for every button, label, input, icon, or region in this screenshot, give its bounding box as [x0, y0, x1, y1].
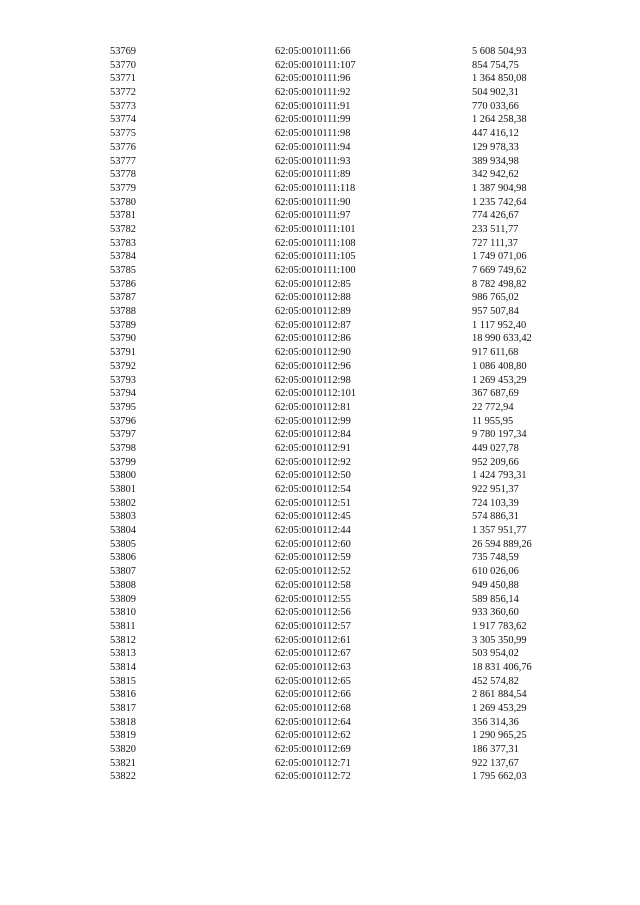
cadastral-number: 62:05:0010111:105: [275, 251, 356, 263]
cadastral-number: 62:05:0010111:101: [275, 223, 356, 235]
cadastral-value: 18 831 406,76: [472, 661, 532, 673]
cadastral-number: 62:05:0010111:100: [275, 265, 356, 276]
row-number: 53797: [110, 429, 136, 441]
row-number: 53798: [110, 442, 136, 454]
cadastral-value: 1 749 071,06: [472, 251, 527, 263]
row-number: 53801: [110, 484, 136, 495]
row-number: 53786: [110, 278, 136, 290]
table-row: [110, 168, 570, 182]
table-row: [110, 551, 570, 565]
cadastral-value: 922 951,37: [472, 484, 519, 495]
cadastral-number: 62:05:0010112:63: [275, 661, 351, 673]
cadastral-value: 1 357 951,77: [472, 525, 527, 537]
table-row: [110, 702, 570, 716]
row-number: 53808: [110, 579, 136, 591]
cadastral-number: 62:05:0010112:67: [275, 648, 351, 660]
cadastral-number: 62:05:0010112:98: [275, 374, 351, 386]
cadastral-value: 610 026,06: [472, 566, 519, 578]
table-row: [110, 524, 570, 538]
cadastral-number: 62:05:0010112:90: [275, 347, 351, 359]
cadastral-number: 62:05:0010112:56: [275, 607, 351, 619]
cadastral-value: 933 360,60: [472, 607, 519, 619]
cadastral-number: 62:05:0010112:66: [275, 689, 351, 701]
cadastral-value: 389 934,98: [472, 155, 519, 167]
cadastral-value: 1 290 965,25: [472, 730, 527, 742]
table-row: [110, 278, 570, 292]
cadastral-value: 574 886,31: [472, 511, 519, 523]
table-row: [110, 415, 570, 429]
row-number: 53780: [110, 196, 136, 208]
row-number: 53800: [110, 470, 136, 482]
cadastral-value: 949 450,88: [472, 579, 519, 591]
table-row: [110, 182, 570, 196]
row-number: 53809: [110, 593, 136, 605]
row-number: 53773: [110, 100, 136, 112]
cadastral-number: 62:05:0010112:51: [275, 497, 351, 509]
cadastral-number: 62:05:0010112:61: [275, 634, 351, 646]
row-number: 53818: [110, 716, 136, 728]
row-number: 53790: [110, 333, 136, 345]
cadastral-number: 62:05:0010112:87: [275, 319, 351, 331]
cadastral-value: 447 416,12: [472, 128, 519, 140]
table-row: [110, 100, 570, 114]
row-number: 53805: [110, 538, 136, 550]
row-number: 53781: [110, 210, 136, 222]
cadastral-value: 1 424 793,31: [472, 470, 527, 482]
cadastral-number: 62:05:0010111:108: [275, 237, 356, 249]
table-row: [110, 565, 570, 579]
cadastral-value: 952 209,66: [472, 456, 519, 468]
table-row: [110, 428, 570, 442]
table-row: [110, 196, 570, 210]
table-row: [110, 264, 570, 278]
table-row: [110, 72, 570, 86]
row-number: 53777: [110, 155, 136, 167]
table-row: [110, 155, 570, 169]
cadastral-number: 62:05:0010112:58: [275, 579, 351, 591]
table-row: [110, 59, 570, 73]
table-row: [110, 374, 570, 388]
cadastral-value: 986 765,02: [472, 292, 519, 304]
cadastral-value: 724 103,39: [472, 497, 519, 509]
table-row: [110, 332, 570, 346]
table-row: [110, 442, 570, 456]
cadastral-number: 62:05:0010111:118: [275, 182, 356, 194]
cadastral-value: 1 364 850,08: [472, 73, 527, 85]
row-number: 53769: [110, 46, 136, 57]
cadastral-number: 62:05:0010112:52: [275, 566, 351, 578]
cadastral-number: 62:05:0010111:99: [275, 114, 351, 126]
row-number: 53814: [110, 661, 136, 673]
table-row: [110, 620, 570, 634]
table-row: [110, 456, 570, 470]
row-number: 53775: [110, 128, 136, 140]
row-number: 53771: [110, 73, 136, 85]
cadastral-value: 9 780 197,34: [472, 429, 527, 441]
row-number: 53815: [110, 675, 136, 687]
cadastral-number: 62:05:0010112:84: [275, 429, 351, 441]
cadastral-number: 62:05:0010111:90: [275, 196, 351, 208]
table-row: [110, 250, 570, 264]
row-number: 53770: [110, 59, 136, 71]
cadastral-number: 62:05:0010112:72: [275, 771, 351, 783]
cadastral-value: 1 235 742,64: [472, 196, 527, 208]
row-number: 53819: [110, 730, 136, 742]
cadastral-number: 62:05:0010112:68: [275, 703, 351, 714]
table-row: [110, 497, 570, 511]
cadastral-number: 62:05:0010112:71: [275, 757, 351, 769]
cadastral-number: 62:05:0010112:65: [275, 675, 351, 687]
row-number: 53806: [110, 552, 136, 564]
cadastral-value: 774 426,67: [472, 210, 519, 222]
row-number: 53810: [110, 607, 136, 619]
row-number: 53813: [110, 648, 136, 660]
cadastral-number: 62:05:0010112:54: [275, 484, 351, 495]
row-number: 53785: [110, 265, 136, 276]
row-number: 53774: [110, 114, 136, 126]
row-number: 53794: [110, 388, 136, 400]
row-number: 53787: [110, 292, 136, 304]
table-row: [110, 510, 570, 524]
row-number: 53821: [110, 757, 136, 769]
table-row: [110, 45, 570, 59]
cadastral-value: 18 990 633,42: [472, 333, 532, 345]
cadastral-value: 367 687,69: [472, 388, 519, 400]
cadastral-value: 1 117 952,40: [472, 319, 527, 331]
table-row: [110, 483, 570, 497]
cadastral-number: 62:05:0010111:89: [275, 169, 351, 181]
row-number: 53772: [110, 87, 136, 99]
table-row: [110, 209, 570, 223]
cadastral-number: 62:05:0010112:88: [275, 292, 351, 304]
cadastral-number: 62:05:0010112:50: [275, 470, 351, 482]
row-number: 53784: [110, 251, 136, 263]
cadastral-number: 62:05:0010111:107: [275, 59, 356, 71]
table-row: [110, 223, 570, 237]
cadastral-value: 11 955,95: [472, 415, 514, 427]
cadastral-value: 8 782 498,82: [472, 278, 527, 290]
table-row: [110, 579, 570, 593]
cadastral-value: 2 861 884,54: [472, 689, 527, 701]
cadastral-number: 62:05:0010112:55: [275, 593, 351, 605]
table-row: [110, 743, 570, 757]
cadastral-number: 62:05:0010111:93: [275, 155, 351, 167]
cadastral-value: 186 377,31: [472, 744, 519, 756]
table-row: [110, 346, 570, 360]
table-row: [110, 237, 570, 251]
cadastral-value: 1 387 904,98: [472, 182, 527, 194]
table-row: [110, 716, 570, 730]
row-number: 53812: [110, 634, 136, 646]
cadastral-value: 452 574,82: [472, 675, 519, 687]
table-row: [110, 387, 570, 401]
cadastral-value: 5 608 504,93: [472, 46, 527, 57]
row-number: 53799: [110, 456, 136, 468]
cadastral-number: 62:05:0010112:45: [275, 511, 351, 523]
cadastral-number: 62:05:0010112:81: [275, 401, 351, 413]
cadastral-number: 62:05:0010111:66: [275, 46, 351, 57]
cadastral-value: 3 305 350,99: [472, 634, 527, 646]
table-row: [110, 401, 570, 415]
cadastral-number: 62:05:0010112:92: [275, 456, 351, 468]
row-number: 53807: [110, 566, 136, 578]
cadastral-value: 854 754,75: [472, 59, 519, 71]
cadastral-number: 62:05:0010112:85: [275, 278, 351, 290]
cadastral-value: 727 111,37: [472, 237, 518, 249]
cadastral-number: 62:05:0010112:69: [275, 744, 351, 756]
cadastral-value: 233 511,77: [472, 223, 519, 235]
cadastral-value: 26 594 889,26: [472, 538, 532, 550]
cadastral-number: 62:05:0010112:44: [275, 525, 351, 537]
cadastral-value: 1 795 662,03: [472, 771, 527, 783]
table-row: [110, 729, 570, 743]
row-number: 53776: [110, 141, 136, 153]
cadastral-value: 922 137,67: [472, 757, 519, 769]
cadastral-value-table: [110, 45, 570, 784]
cadastral-number: 62:05:0010112:64: [275, 716, 351, 728]
cadastral-value: 770 033,66: [472, 100, 519, 112]
table-row: [110, 688, 570, 702]
row-number: 53796: [110, 415, 136, 427]
cadastral-number: 62:05:0010112:57: [275, 620, 351, 632]
cadastral-number: 62:05:0010112:59: [275, 552, 351, 564]
row-number: 53822: [110, 771, 136, 783]
cadastral-value: 589 856,14: [472, 593, 519, 605]
cadastral-value: 356 314,36: [472, 716, 519, 728]
cadastral-value: 1 917 783,62: [472, 620, 527, 632]
cadastral-value: 503 954,02: [472, 648, 519, 660]
cadastral-value: 7 669 749,62: [472, 265, 527, 276]
cadastral-value: 342 942,62: [472, 169, 519, 181]
cadastral-value: 22 772,94: [472, 401, 514, 413]
row-number: 53778: [110, 169, 136, 181]
cadastral-value: 917 611,68: [472, 347, 519, 359]
table-row: [110, 291, 570, 305]
cadastral-number: 62:05:0010111:97: [275, 210, 351, 222]
row-number: 53817: [110, 703, 136, 714]
cadastral-value: 504 902,31: [472, 87, 519, 99]
row-number: 53820: [110, 744, 136, 756]
table-row: [110, 141, 570, 155]
table-row: [110, 319, 570, 333]
cadastral-value: 735 748,59: [472, 552, 519, 564]
cadastral-number: 62:05:0010111:91: [275, 100, 351, 112]
row-number: 53795: [110, 401, 136, 413]
row-number: 53804: [110, 525, 136, 537]
table-row: [110, 606, 570, 620]
row-number: 53793: [110, 374, 136, 386]
cadastral-number: 62:05:0010112:101: [275, 388, 357, 400]
cadastral-number: 62:05:0010112:62: [275, 730, 351, 742]
row-number: 53811: [110, 620, 136, 632]
cadastral-value: 449 027,78: [472, 442, 519, 454]
row-number: 53783: [110, 237, 136, 249]
table-row: [110, 770, 570, 784]
table-row: [110, 634, 570, 648]
table-row: [110, 305, 570, 319]
cadastral-number: 62:05:0010112:86: [275, 333, 351, 345]
cadastral-value: 129 978,33: [472, 141, 519, 153]
row-number: 53802: [110, 497, 136, 509]
cadastral-value: 1 264 258,38: [472, 114, 527, 126]
row-number: 53789: [110, 319, 136, 331]
cadastral-number: 62:05:0010112:99: [275, 415, 351, 427]
cadastral-number: 62:05:0010112:96: [275, 360, 351, 372]
table-row: [110, 661, 570, 675]
table-row: [110, 127, 570, 141]
table-row: [110, 360, 570, 374]
cadastral-value: 957 507,84: [472, 306, 519, 318]
cadastral-number: 62:05:0010111:94: [275, 141, 351, 153]
row-number: 53792: [110, 360, 136, 372]
cadastral-number: 62:05:0010111:96: [275, 73, 351, 85]
cadastral-number: 62:05:0010111:92: [275, 87, 351, 99]
row-number: 53788: [110, 306, 136, 318]
table-row: [110, 113, 570, 127]
row-number: 53816: [110, 689, 136, 701]
cadastral-value: 1 269 453,29: [472, 374, 527, 386]
table-row: [110, 86, 570, 100]
table-row: [110, 757, 570, 771]
table-row: [110, 593, 570, 607]
table-row: [110, 647, 570, 661]
cadastral-value: 1 269 453,29: [472, 703, 527, 714]
cadastral-number: 62:05:0010112:89: [275, 306, 351, 318]
cadastral-number: 62:05:0010112:60: [275, 538, 351, 550]
row-number: 53791: [110, 347, 136, 359]
table-row: [110, 675, 570, 689]
cadastral-number: 62:05:0010112:91: [275, 442, 351, 454]
cadastral-number: 62:05:0010111:98: [275, 128, 351, 140]
row-number: 53803: [110, 511, 136, 523]
cadastral-value: 1 086 408,80: [472, 360, 527, 372]
row-number: 53782: [110, 223, 136, 235]
table-row: [110, 469, 570, 483]
table-row: [110, 538, 570, 552]
row-number: 53779: [110, 182, 136, 194]
